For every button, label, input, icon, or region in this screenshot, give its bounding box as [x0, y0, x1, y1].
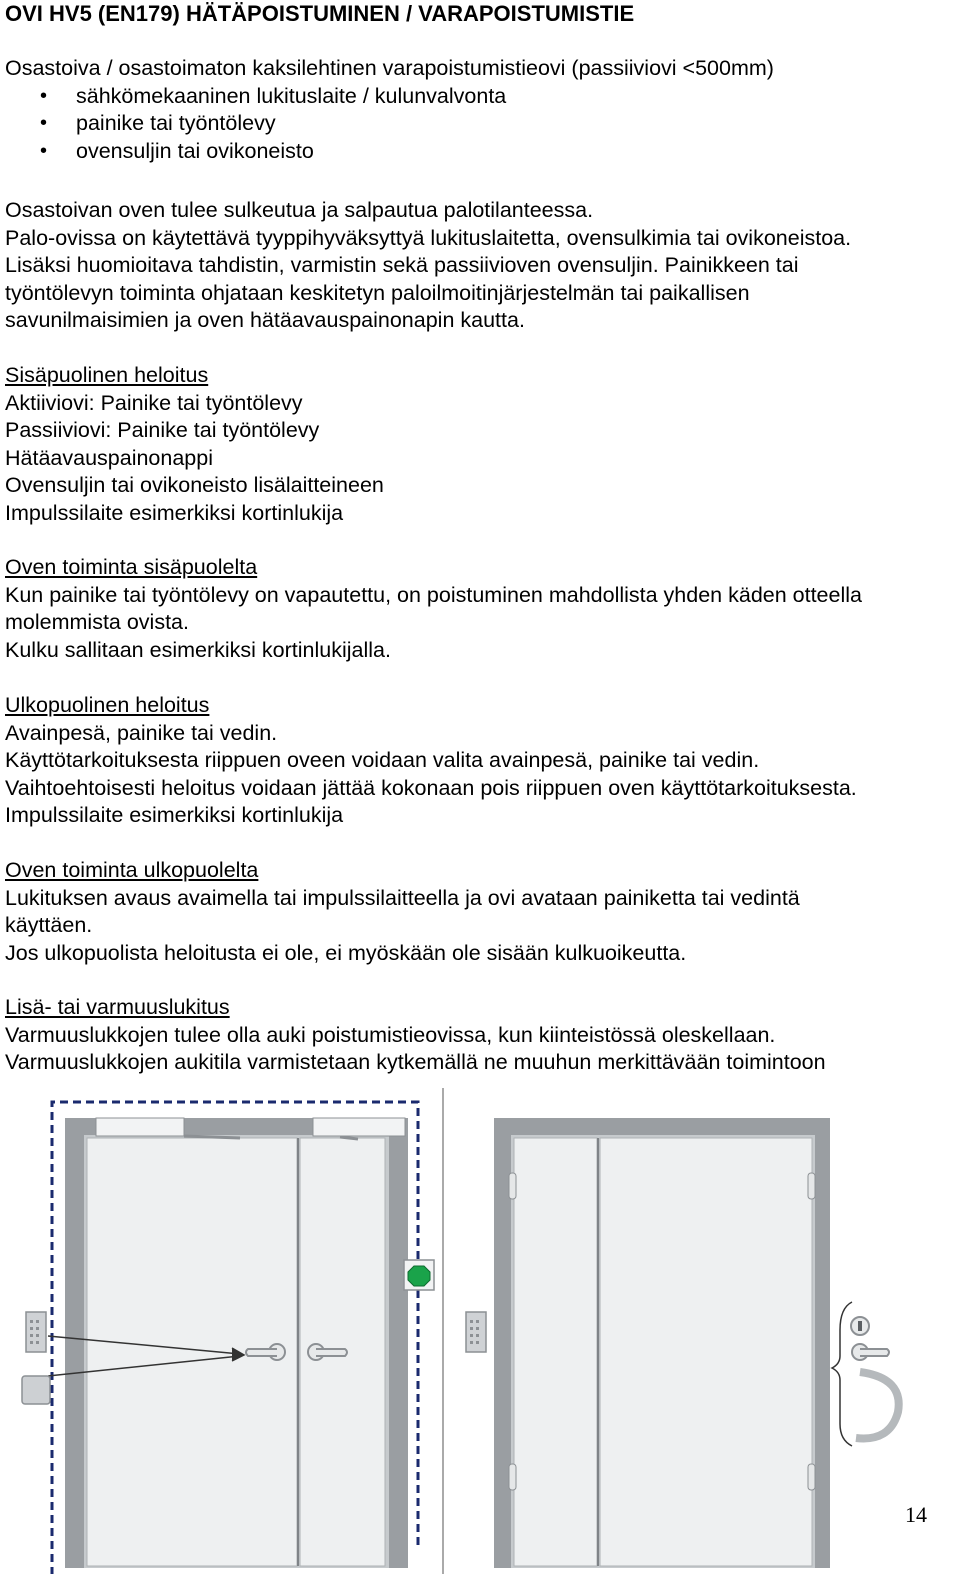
paragraph-line: työntölevyn toiminta ohjataan keskitetyn paloilmoitinjärjestelmän tai paikallisen: [5, 280, 750, 305]
section-heading: Lisä- tai varmuuslukitus: [5, 995, 230, 1019]
section-line: Aktiiviovi: Painike tai työntölevy: [5, 390, 303, 415]
hinge-icon: [808, 1173, 815, 1199]
section-line: Impulssilaite esimerkiksi kortinlukija: [5, 803, 344, 827]
bullet-item: • painike tai työntölevy: [5, 110, 960, 138]
outside-door-drawing: [466, 1118, 899, 1568]
bullet-item: • sähkömekaaninen lukituslaite / kulunvalvonta: [5, 83, 960, 111]
section-line: Varmuuslukkojen aukitila varmistetaan kytkemällä ne muuhun merkittävään toimintoon: [5, 1050, 826, 1074]
card-reader-icon: [466, 1312, 486, 1352]
fire-door-paragraph: [5, 197, 960, 335]
active-door-leaf: [600, 1138, 812, 1566]
hinge-icon: [509, 1173, 516, 1199]
intro-block: [5, 55, 960, 165]
section-line: Käyttötarkoituksesta riippuen oveen voidaan valita avainpesä, painike tai vedin.: [5, 748, 760, 772]
section-line: Vaihtoehtoisesti heloitus voidaan jättää kokonaan pois riippuen oven käyttötarkoituksesta.: [5, 775, 857, 800]
impulse-device-icon: [22, 1376, 50, 1404]
section-line: Passiiviovi: Painike tai työntölevy: [5, 418, 320, 442]
emergency-button-icon: [404, 1260, 434, 1290]
door-closer-left: [96, 1118, 184, 1136]
paragraph-line: Osastoivan oven tulee sulkeutua ja salpautua palotilanteessa.: [5, 198, 594, 222]
intro-bullet-list: [5, 83, 960, 166]
page-title: OVI HV5 (EN179) HÄTÄPOISTUMINEN / VARAPOISTUMISTIE: [5, 1, 635, 26]
section-line: Jos ulkopuolista heloitusta ei ole, ei myöskään ole sisään kulkuoikeutta.: [5, 940, 687, 965]
hinge-icon: [509, 1464, 516, 1490]
section-line: Varmuuslukkojen tulee olla auki poistumistieovissa, kun kiinteistössä oleskellaan.: [5, 1022, 776, 1047]
door-closer-arm: [340, 1137, 358, 1139]
section-heading: Ulkopuolinen heloitus: [5, 693, 210, 717]
section-line: Lukituksen avaus avaimella tai impulssilaitteella ja ovi avataan painiketta tai vedintä: [5, 885, 800, 910]
door-closer-right: [313, 1118, 405, 1136]
paragraph-line: Lisäksi huomioitava tahdistin, varmistin sekä passiivioven ovensuljin. Painikkeen tai: [5, 253, 799, 277]
section-heading: Oven toiminta sisäpuolelta: [5, 555, 258, 579]
options-bracket: [832, 1302, 852, 1446]
section-line: Kun painike tai työntölevy on vapautettu, on poistuminen mahdollista yhden käden otteella: [5, 582, 862, 607]
section-line: Hätäavauspainonappi: [5, 445, 213, 470]
section-line: Kulku sallitaan esimerkiksi kortinlukijalla.: [5, 637, 391, 662]
paragraph-line: savunilmaisimien ja oven hätäavauspainonapin kautta.: [5, 308, 525, 332]
section-line: Ovensuljin tai ovikoneisto lisälaitteineen: [5, 473, 384, 497]
section-inside-operation: [5, 554, 960, 664]
section-heading: Sisäpuolinen heloitus: [5, 363, 209, 387]
section-outside-hardware: [5, 692, 960, 830]
card-reader-icon: [26, 1312, 46, 1352]
section-outside-operation: [5, 857, 960, 967]
section-line: Avainpesä, painike tai vedin.: [5, 720, 278, 745]
inside-door-drawing: [22, 1088, 443, 1574]
intro-line: Osastoiva / osastoimaton kaksilehtinen varapoistumistieovi (passiiviovi <500mm): [5, 56, 774, 80]
key-cylinder-icon: [851, 1317, 869, 1335]
paragraph-line: Palo-ovissa on käytettävä tyyppihyväksyttyä lukituslaitetta, ovensulkimia tai ovikoneistoa.: [5, 225, 852, 250]
section-line: käyttäen.: [5, 913, 93, 937]
door-closer-arm: [184, 1136, 240, 1138]
bullet-item: • ovensuljin tai ovikoneisto: [5, 138, 960, 166]
passive-door-leaf: [514, 1138, 597, 1566]
hinge-icon: [808, 1464, 815, 1490]
lever-handle-icon: [852, 1344, 889, 1360]
section-line: molemmista ovista.: [5, 610, 189, 634]
section-inside-hardware: [5, 362, 960, 527]
pull-handle-icon: [856, 1372, 899, 1438]
door-illustration: [0, 1080, 960, 1574]
page-number: 14: [905, 1502, 927, 1527]
section-line: Impulssilaite esimerkiksi kortinlukija: [5, 500, 344, 525]
section-heading: Oven toiminta ulkopuolelta: [5, 858, 259, 882]
section-additional-locking: [5, 994, 960, 1077]
